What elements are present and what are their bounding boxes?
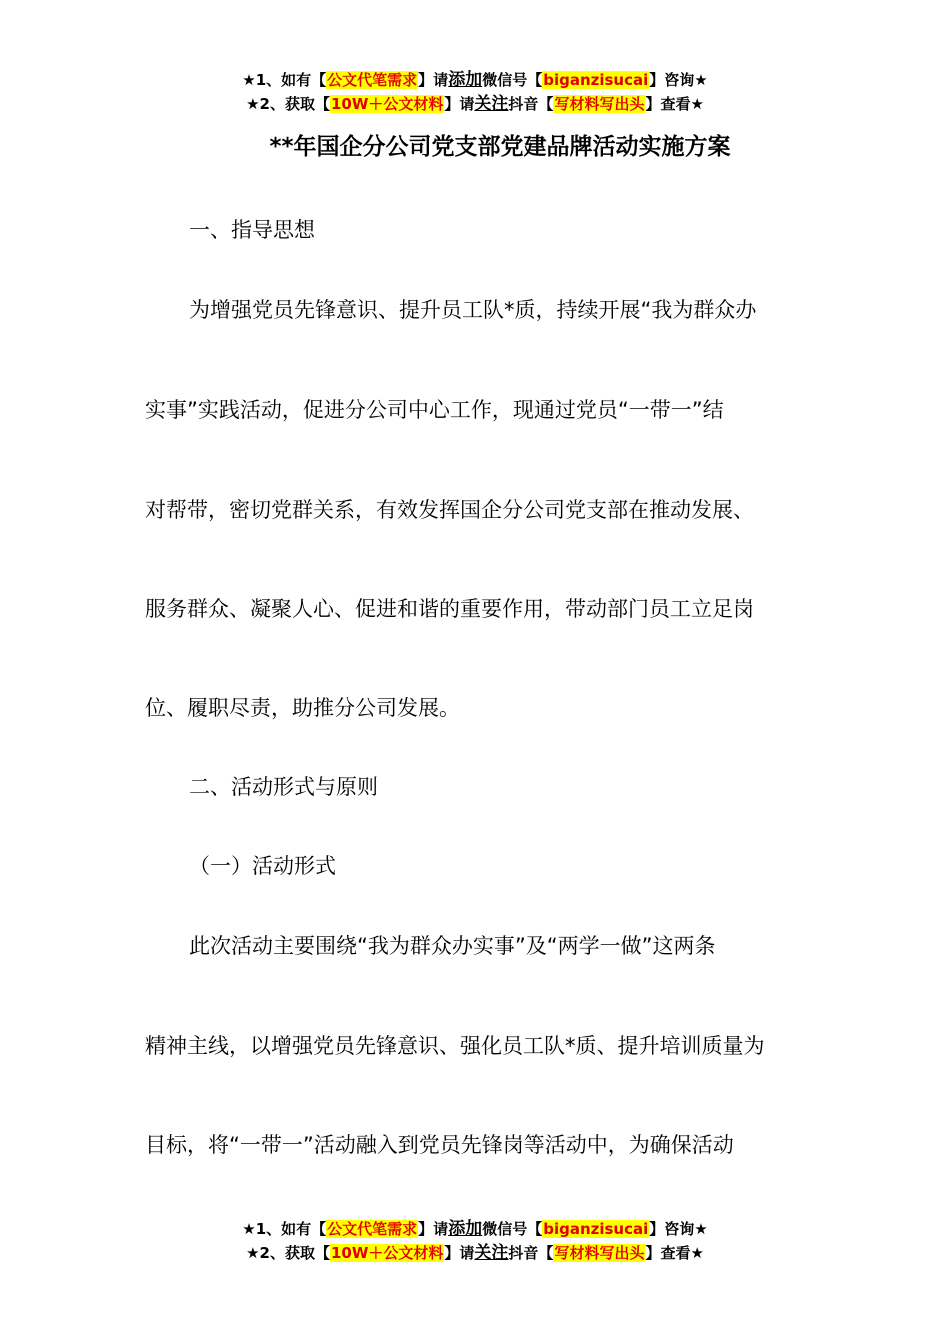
highlight-wechat-id: biganzisucai [543,1220,649,1238]
paragraph-line: 精神主线，以增强党员先锋意识、强化员工队*质、提升培训质量为 [145,1034,765,1058]
banner-text: 】咨询★ [649,1220,708,1238]
banner-text: 】请 [418,1220,449,1238]
banner-line-1 [0,68,950,92]
heading-guiding-ideology: 一、指导思想 [189,218,315,242]
subheading-form: （一）活动形式 [189,854,336,878]
highlight-wechat-id: biganzisucai [543,71,649,89]
highlight-materials: 10W＋公文材料 [330,1244,444,1262]
banner-text: ★1、如有【 [242,71,327,89]
highlight-service: 公文代笔需求 [327,1220,418,1238]
banner-text: ★2、获取【 [246,95,330,113]
banner-text: 】查看★ [645,95,704,113]
paragraph-line: 目标，将“一带一”活动融入到党员先锋岗等活动中，为确保活动 [145,1133,734,1157]
underlined-follow: 关注 [474,1243,509,1263]
bottom-banner [0,1217,950,1265]
banner-line-1 [0,1217,950,1241]
heading-activity-form: 二、活动形式与原则 [189,775,378,799]
paragraph-line: 此次活动主要围绕“我为群众办实事”及“两学一做”这两条 [189,934,716,958]
banner-text: 】请 [444,1244,475,1262]
banner-text: 抖音【 [508,1244,554,1262]
paragraph-line: 对帮带，密切党群关系，有效发挥国企分公司党支部在推动发展、 [145,498,754,522]
banner-text: 】查看★ [645,1244,704,1262]
highlight-douyin-id: 写材料写出头 [554,95,645,113]
banner-text: 抖音【 [508,95,554,113]
banner-text: 】请 [418,71,449,89]
paragraph-line: 服务群众、凝聚人心、促进和谐的重要作用，带动部门员工立足岗 [145,597,754,621]
top-banner [0,68,950,116]
paragraph-line: 位、履职尽责，助推分公司发展。 [145,696,460,720]
underlined-add: 添加 [448,1219,483,1239]
banner-text: 微信号【 [482,71,543,89]
underlined-add: 添加 [448,70,483,90]
banner-line-2 [0,1241,950,1265]
banner-text: ★2、获取【 [246,1244,330,1262]
banner-text: 】咨询★ [649,71,708,89]
highlight-service: 公文代笔需求 [327,71,418,89]
document-title: **年国企分公司党支部党建品牌活动实施方案 [269,134,731,160]
paragraph-line: 实事”实践活动，促进分公司中心工作，现通过党员“一带一”结 [145,398,724,422]
underlined-follow: 关注 [474,94,509,114]
banner-line-2 [0,92,950,116]
highlight-materials: 10W＋公文材料 [330,95,444,113]
banner-text: 微信号【 [482,1220,543,1238]
banner-text: ★1、如有【 [242,1220,327,1238]
highlight-douyin-id: 写材料写出头 [554,1244,645,1262]
banner-text: 】请 [444,95,475,113]
paragraph-line: 为增强党员先锋意识、提升员工队*质，持续开展“我为群众办 [189,298,757,322]
